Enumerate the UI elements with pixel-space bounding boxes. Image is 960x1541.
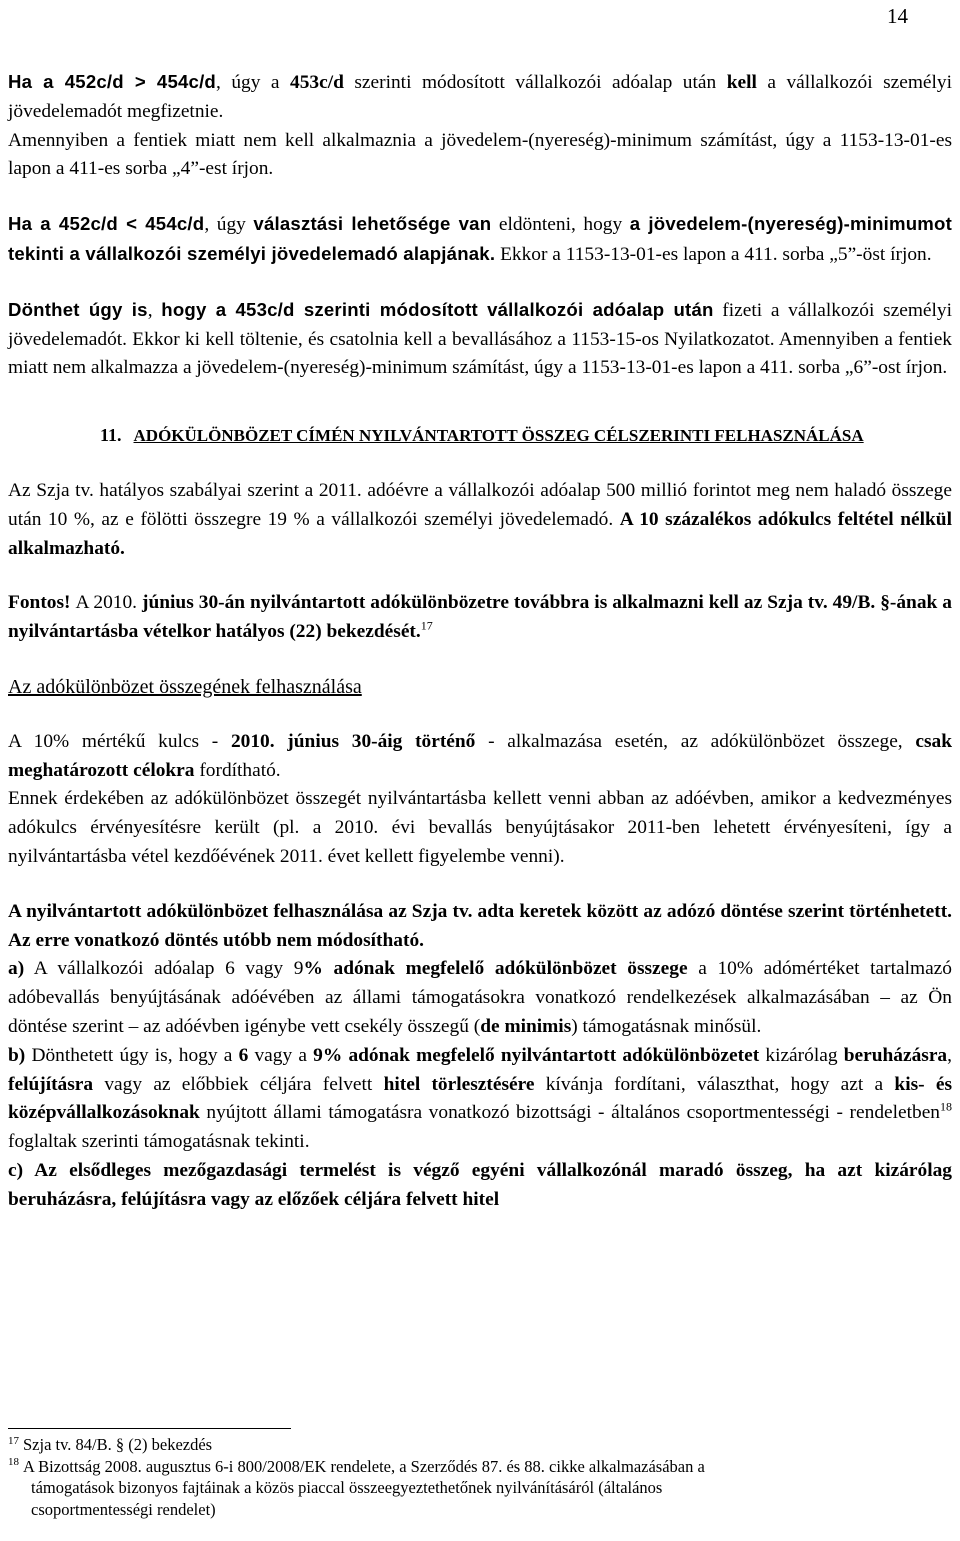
p3-c: hogy a 453c/d szerinti módosított vállalkozói adóalap után (161, 298, 714, 320)
footnote-17 (8, 1434, 952, 1456)
p2-b: , úgy (204, 214, 254, 236)
p1-e: , úgy a (216, 72, 291, 93)
footnote-18-number: 18 (8, 1456, 19, 1468)
p2-e: a jövedelem-(nyereség)-minimumot tekinti a vállalkozói személyi jövedelemadó alapjának. (8, 213, 952, 264)
p6-c: - alkalmazása esetén, az adókülönbözet összege, (475, 730, 916, 752)
p1-h: kell (726, 72, 757, 93)
document-body (8, 68, 952, 1215)
footnote-17-number: 17 (8, 1434, 19, 1447)
p2-f: Ekkor a 1153-13-01-es lapon a 411. sorba „5”-öst írjon. (495, 243, 932, 265)
section-number: 11. (100, 425, 122, 446)
footnote-ref-18[interactable]: 18 (940, 1099, 952, 1114)
pb-d: 9% adónak megfelelő nyilvántartott adókülönbözetet (313, 1044, 760, 1066)
p4-b: A 10 százalékos adókulcs feltétel nélkül alkalmazható. (8, 508, 952, 559)
page-number: 14 (887, 4, 908, 28)
paragraph-1 (8, 68, 952, 184)
pb-i: vagy az előbbiek céljára felvett (93, 1073, 384, 1095)
pb-m: nyújtott állami támogatásra vonatkozó bizottsági - általános csoportmentességi - rendeletben (199, 1102, 940, 1124)
p6-d: csak meghatározott célokra (8, 730, 953, 781)
p1-j: Amennyiben a fentiek miatt nem kell alkalmaznia a jövedelem-(nyereség)-minimum számítást, úgy a 1153-13-01-es lapon a 411-es sorba „4”-est írjon. (8, 129, 952, 180)
pc-a: Az elsődleges mezőgazdasági termelést is végző egyéni vállalkozónál maradó összeg, ha azt kizárólag beruházásra, felújításra vagy az előzőek céljára felvett hitel (8, 1159, 952, 1210)
p6-a: A 10% mértékű kulcs - (8, 730, 231, 752)
p7-a: A nyilvántartott adókülönbözet felhasználása az Szja tv. adta keretek között az adózó döntése szerint történhetett. Az erre vonatkozó döntés utóbb nem módosítható. (8, 900, 952, 951)
pb-j: hitel törlesztésére (383, 1073, 535, 1095)
pc-label: c) (8, 1159, 24, 1181)
footnote-17-text: Szja tv. 84/B. § (2) bekezdés (23, 1435, 213, 1454)
pb-g: , (947, 1044, 952, 1066)
paragraph-7 (8, 898, 952, 956)
p1-i: a vállalkozói személyi jövedelemadót megfizetnie. (8, 72, 952, 122)
paragraph-2 (8, 210, 952, 270)
pa-d: de minimis (480, 1015, 572, 1037)
p3-a: Dönthet úgy is (8, 298, 148, 320)
footnote-18-line2: támogatások bizonyos fajtáinak a közös piaccal összeegyeztethetőnek nyilvánításáról (általános (31, 1478, 663, 1497)
paragraph-a (8, 955, 952, 1041)
pa-e: ) támogatásnak minősül. (571, 1015, 762, 1037)
section-heading (8, 421, 952, 451)
subtitle: Az adókülönbözet összegének felhasználása (8, 675, 362, 698)
footnote-divider (8, 1428, 291, 1429)
p5-c: június 30-án nyilvántartott adókülönbözetre továbbra is alkalmazni kell az Szja tv. 49/B. §-ának a nyilvántartásba vételkor hatályos (22) bekezdését. (8, 592, 953, 643)
pa-b: % adónak megfelelő adókülönbözet összege (303, 958, 688, 980)
pa-a: A vállalkozói adóalap 6 vagy 9 (24, 958, 304, 980)
pb-e: kizárólag (759, 1044, 844, 1066)
paragraph-6 (8, 728, 952, 872)
section-title: ADÓKÜLÖNBÖZET CÍMÉN NYILVÁNTARTOTT ÖSSZEG CÉLSZERINTI FELHASZNÁLÁSA (133, 426, 864, 446)
paragraph-c (8, 1157, 952, 1215)
p1-f: 453c/d (290, 72, 344, 93)
p2-a: Ha a 452c/d < 454c/d (8, 213, 205, 235)
pb-label: b) (8, 1044, 26, 1066)
p4-a: Az Szja tv. hatályos szabályai szerint a 2011. adóévre a vállalkozói adóalap 500 millió forintot meg nem haladó összege után 10 %, az e fölötti összegre 19 % a vállalkozói személyi jövedelemadó. (8, 479, 952, 530)
p1-d: 454c/d (156, 71, 216, 92)
p6-f: Ennek érdekében az adókülönbözet összegét nyilvántartásba kellett venni abban az adóévben, amikor a kedvezményes adókulcs érvényesítésre került (pl. a 2010. évi bevallás benyújtásakor 2011-ben lehetett érvényesíteni, így a nyilvántartásba vétel kezdőévének 2011. évet kellett figyelembe venni). (8, 788, 952, 867)
footnote-18 (8, 1456, 952, 1478)
p1-b: 452c/d (64, 71, 124, 92)
p1-a: Ha a (8, 71, 65, 92)
p3-b: , (147, 299, 162, 321)
p3-e: Ekkor ki kell töltenie, és csatolnia kell a bevallásához a 1153-15-os Nyilatkozatot. Amennyiben a fentiek miatt nem alkalmazza a jövedelem-(nyereség)-minimum számítást, úgy a 1153-13-01-es lapon a 411. sorba „6”-ost írjon. (8, 328, 952, 379)
footnote-18-text: A Bizottság 2008. augusztus 6-i 800/2008/EK rendelete, a Szerződés 87. és 88. cikke alkalmazásában a (23, 1456, 705, 1476)
pb-n: foglaltak szerinti támogatásnak tekinti. (8, 1131, 310, 1153)
p1-c: > (123, 71, 157, 92)
paragraph-b (8, 1042, 952, 1157)
paragraph-5 (8, 589, 952, 647)
p6-e: fordítható. (194, 759, 281, 781)
pa-label: a) (8, 958, 25, 980)
p1-g: szerinti módosított vállalkozói adóalap után (343, 72, 727, 93)
footnote-18-line3: csoportmentességi rendelet) (31, 1499, 216, 1519)
footnote-ref-17[interactable]: 17 (420, 618, 433, 633)
paragraph-3 (8, 296, 952, 383)
pb-h: felújításra (8, 1073, 94, 1095)
pa-c: a 10% adómértéket tartalmazó adóbevallás benyújtásának adóévében az állami támogatásokra vonatkozó rendelkezések alkalmazásában – az Ön döntése szerint – az adóévben igénybe vett csekély összegű ( (8, 958, 952, 1037)
p5-a: Fontos! (8, 592, 76, 614)
p6-b: 2010. június 30-áig történő (230, 730, 476, 752)
p5-b: A 2010. (75, 592, 143, 614)
pb-k: kívánja fordítani, választhat, hogy azt a (534, 1073, 895, 1095)
p2-d: eldönteni, hogy (491, 214, 630, 236)
p3-d: fizeti a vállalkozói személyi jövedelemadót. (8, 299, 952, 350)
pb-c: vagy a (248, 1044, 314, 1066)
pb-l: kis- és középvállalkozásoknak (8, 1073, 953, 1124)
pb-f: beruházásra (843, 1044, 948, 1066)
p2-c: választási lehetősége van (253, 213, 492, 235)
paragraph-4 (8, 477, 952, 563)
pb-b: 6 (238, 1044, 249, 1066)
pb-a: Dönthetett úgy is, hogy a (25, 1044, 239, 1066)
footnotes (8, 1434, 952, 1520)
